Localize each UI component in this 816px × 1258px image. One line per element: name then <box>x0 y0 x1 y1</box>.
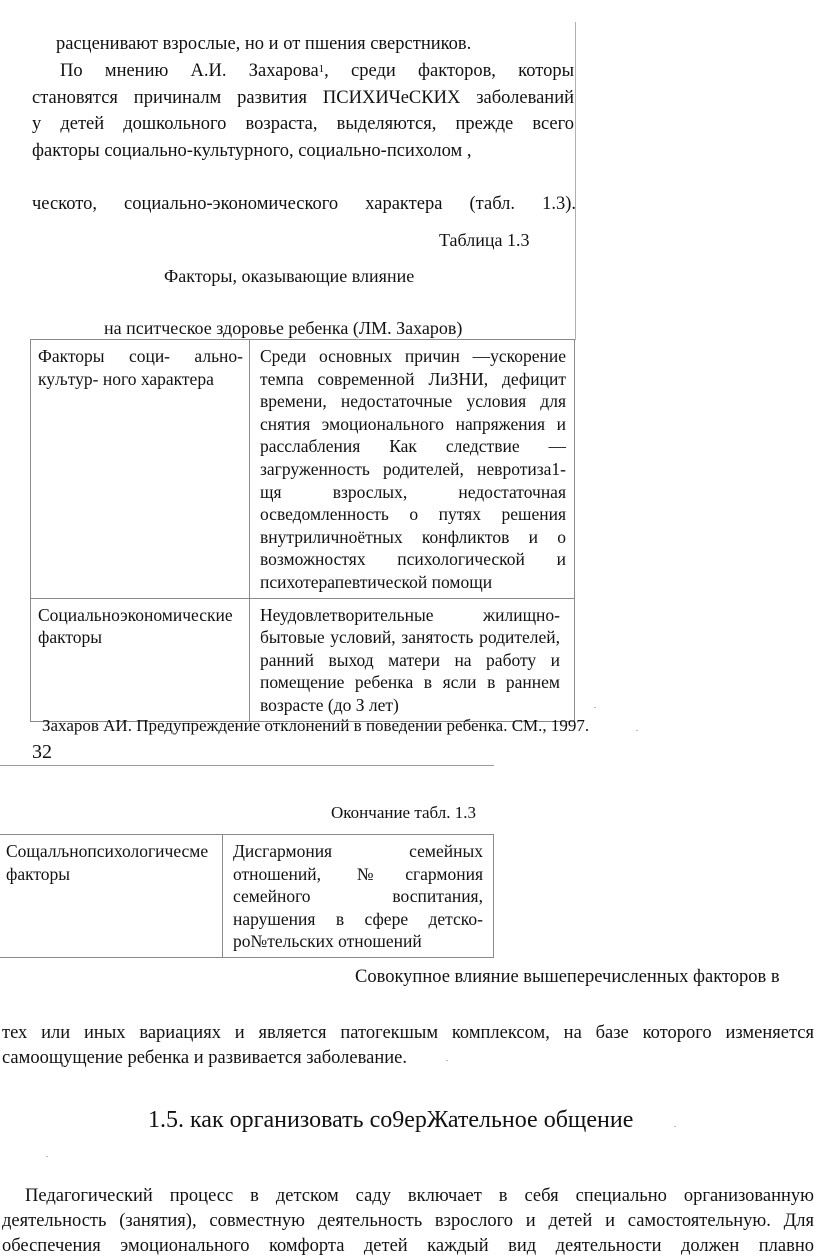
scan-speck <box>46 1156 48 1157</box>
text-span: , среди факторов, которы <box>324 61 574 81</box>
table-row <box>31 598 575 721</box>
factors-table <box>30 339 575 722</box>
section-heading: 1.5. как организовать со9ерЖательное общение <box>148 1107 634 1133</box>
text-line: становятся причиналм развития ПСИХИЧеСКИХ заболеваний <box>32 88 574 108</box>
scan-speck <box>674 1126 676 1127</box>
scan-speck <box>594 707 596 708</box>
text-line: факторы социально-культурного, социально-психолом , <box>32 141 472 161</box>
paragraph-line: Совокупное влияние вышеперечисленных факторов в <box>355 967 780 987</box>
factors-table-continued <box>0 834 494 958</box>
factor-label: Социальноэкономические факторы <box>38 604 233 648</box>
text-line <box>60 59 574 83</box>
table-title: Факторы, оказывающие влияние <box>164 266 415 286</box>
paragraph-line: самоощущение ребенка и развивается заболевание. <box>2 1048 407 1068</box>
text-line: у детей дошкольного возраста, выделяются, прежде всего <box>32 114 574 134</box>
paragraph-line: тех или иных вариациях и является патогекшым комплексом, на базе которого изменяется <box>2 1023 814 1043</box>
description-cell <box>250 598 575 721</box>
text-line: расценивают взрослые, но и от пшения сверстников. <box>56 34 472 54</box>
description-cell <box>250 340 575 599</box>
factor-label: Факторы соци- ально-куљтур- ного характера <box>38 346 243 389</box>
table-continuation-label: Окончание табл. 1.3 <box>331 803 476 822</box>
description-text: Дисгармония семейных отношений, №сгармония семейного воспитания, нарушения в сфере детско-ро№тельских отношений <box>233 841 483 952</box>
paragraph-line: обеспечения эмоционального комфорта детей каждый вид деятельности должен плавно <box>2 1236 814 1256</box>
footnote: Захаров АИ. Предупреждение отклонений в поведении ребенка. СМ., 1997. <box>42 716 590 735</box>
factor-cell <box>31 598 250 721</box>
factor-cell <box>0 835 223 958</box>
table-label: Таблица 1.3 <box>439 230 530 250</box>
paragraph-line: Педагогический процесс в детском саду включает в себя специально организованную <box>25 1186 814 1206</box>
scan-speck <box>636 730 638 731</box>
footnote-mark: 1 <box>318 63 325 75</box>
text-line: ческото, социально-экономического характера (табл. 1.3). <box>32 194 576 214</box>
table-row <box>0 835 494 958</box>
page-number: 32 <box>32 741 52 763</box>
table-row <box>31 340 575 599</box>
table-title: на пситческое здоровье ребенка (ЛМ. Захаров) <box>104 318 463 338</box>
text-span: По мнению А.И. Захарова <box>60 61 319 81</box>
factor-label: Сощалљнопсихологичесме факторы <box>6 841 209 884</box>
page-edge-rule <box>575 22 576 340</box>
description-text: Неудовлетворительные жилищно-бытовые условий, занятость родителей, ранний выход матери на работу и помещение ребенка в ясли в раннем возрасте (до З лет) <box>260 604 560 715</box>
paragraph-line: деятельность (занятия), совместную деятельность взрослого и детей и самостоятельную. Для <box>2 1211 814 1231</box>
factor-cell <box>31 340 250 599</box>
page-divider <box>0 765 494 766</box>
description-cell <box>223 835 494 958</box>
description-text: Среди основных причин —ускорение темпа современной ЛиЗНИ, дефицит времени, недостаточные условия для снятия эмоционального напряжения и расслабления Как следствие — загруженность родителей, невротиза1-щя взрослых, недостаточная осведомленность о путях решения внутриличноётных конфликтов и о возможностях психологической и психотерапевтической помощи <box>260 346 566 592</box>
scan-speck <box>446 1060 448 1061</box>
